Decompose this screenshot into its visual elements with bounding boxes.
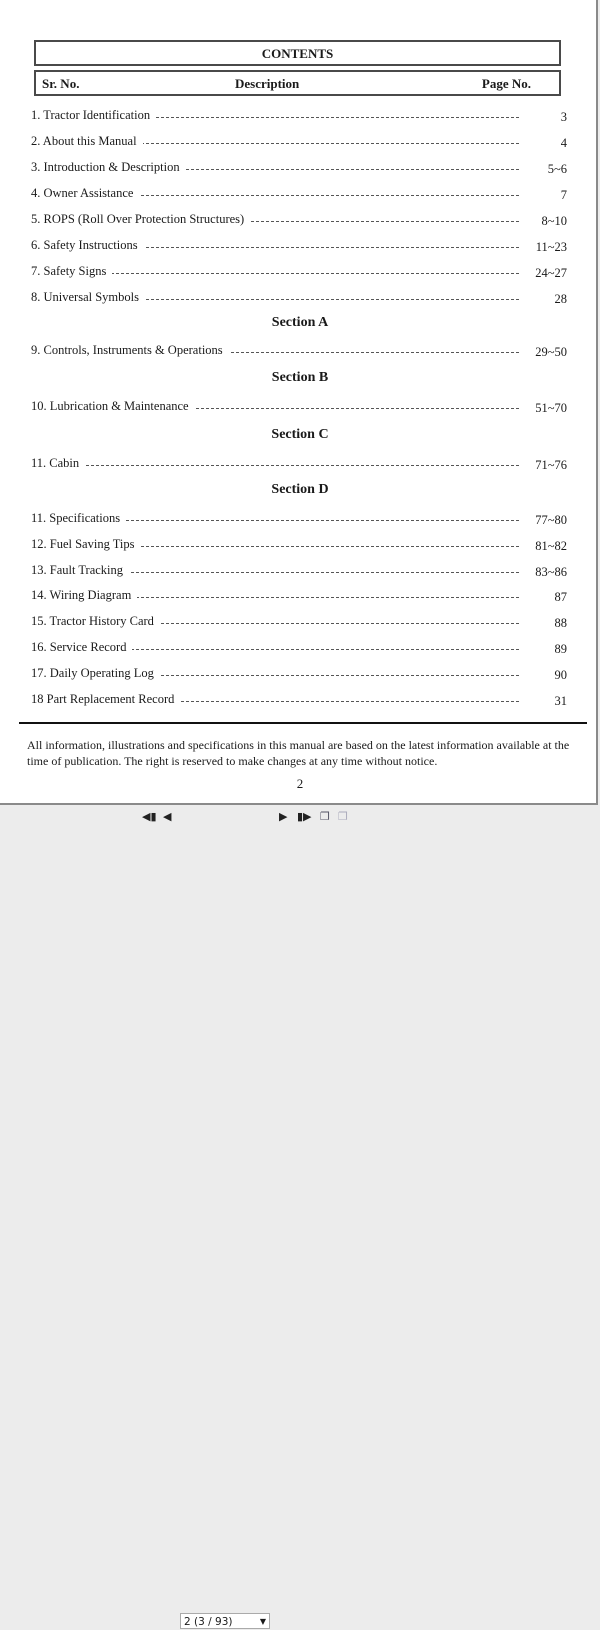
toc-entry[interactable]: 8. Universal Symbols 28 — [31, 290, 567, 306]
section-heading: Section B — [271, 370, 329, 385]
toc-entry[interactable]: 1. Tractor Identification 3 — [31, 108, 567, 124]
last-page-icon[interactable]: ▮▶ — [297, 810, 312, 823]
single-page-view-icon[interactable]: ❐ — [320, 810, 330, 823]
page-number: 2 — [296, 776, 304, 791]
footer-divider — [19, 722, 587, 724]
contents-header — [34, 70, 561, 96]
document-page — [0, 0, 598, 805]
previous-page-icon[interactable]: ◀ — [163, 810, 172, 823]
section-heading: Section C — [271, 427, 329, 442]
toc-entry[interactable]: 18 Part Replacement Record 31 — [31, 692, 567, 708]
toc-entry[interactable]: 11. Cabin 71~76 — [31, 456, 567, 472]
toc-entry[interactable]: 15. Tractor History Card 88 — [31, 614, 567, 630]
contents-title: CONTENTS — [34, 40, 561, 66]
section-heading: Section D — [271, 482, 329, 497]
toc-entry[interactable]: 10. Lubrication & Maintenance 51~70 — [31, 399, 567, 415]
chevron-down-icon: ▼ — [259, 1617, 266, 1626]
col-sr-no: Sr. No. — [42, 76, 80, 91]
toc-entry[interactable]: 2. About this Manual 4 — [31, 134, 567, 150]
section-heading: Section A — [271, 315, 329, 330]
toc-entry[interactable]: 16. Service Record 89 — [31, 640, 567, 656]
page-navigation-toolbar — [0, 805, 600, 1628]
toc-entry[interactable]: 9. Controls, Instruments & Operations 29~50 — [31, 343, 567, 359]
col-description: Description — [235, 76, 300, 91]
first-page-icon[interactable]: ◀▮ — [142, 810, 157, 823]
next-page-icon[interactable]: ▶ — [279, 810, 288, 823]
toc-entry[interactable]: 13. Fault Tracking 83~86 — [31, 563, 567, 579]
page-selector[interactable]: 2 (3 / 93) ▼ — [180, 1613, 270, 1629]
toc-entry[interactable]: 7. Safety Signs 24~27 — [31, 264, 567, 280]
footer-note: All information, illustrations and specifications in this manual are based on the latest information available at the time of publication. The right is reserved to make changes at any time without notice. — [27, 738, 570, 768]
toc-entry[interactable]: 5. ROPS (Roll Over Protection Structures) 8~10 — [31, 212, 567, 228]
toc-entry[interactable]: 12. Fuel Saving Tips 81~82 — [31, 537, 567, 553]
toc-entry[interactable]: 4. Owner Assistance 7 — [31, 186, 567, 202]
toc-entry[interactable]: 11. Specifications 77~80 — [31, 511, 567, 527]
toc-entry[interactable]: 14. Wiring Diagram 87 — [31, 588, 567, 604]
col-page-no: Page No. — [481, 76, 531, 91]
toc-entry[interactable]: 6. Safety Instructions 11~23 — [31, 238, 567, 254]
toc-entry[interactable]: 17. Daily Operating Log 90 — [31, 666, 567, 682]
two-page-view-icon[interactable]: ❐ — [338, 810, 348, 823]
toc-entry[interactable]: 3. Introduction & Description 5~6 — [31, 160, 567, 176]
